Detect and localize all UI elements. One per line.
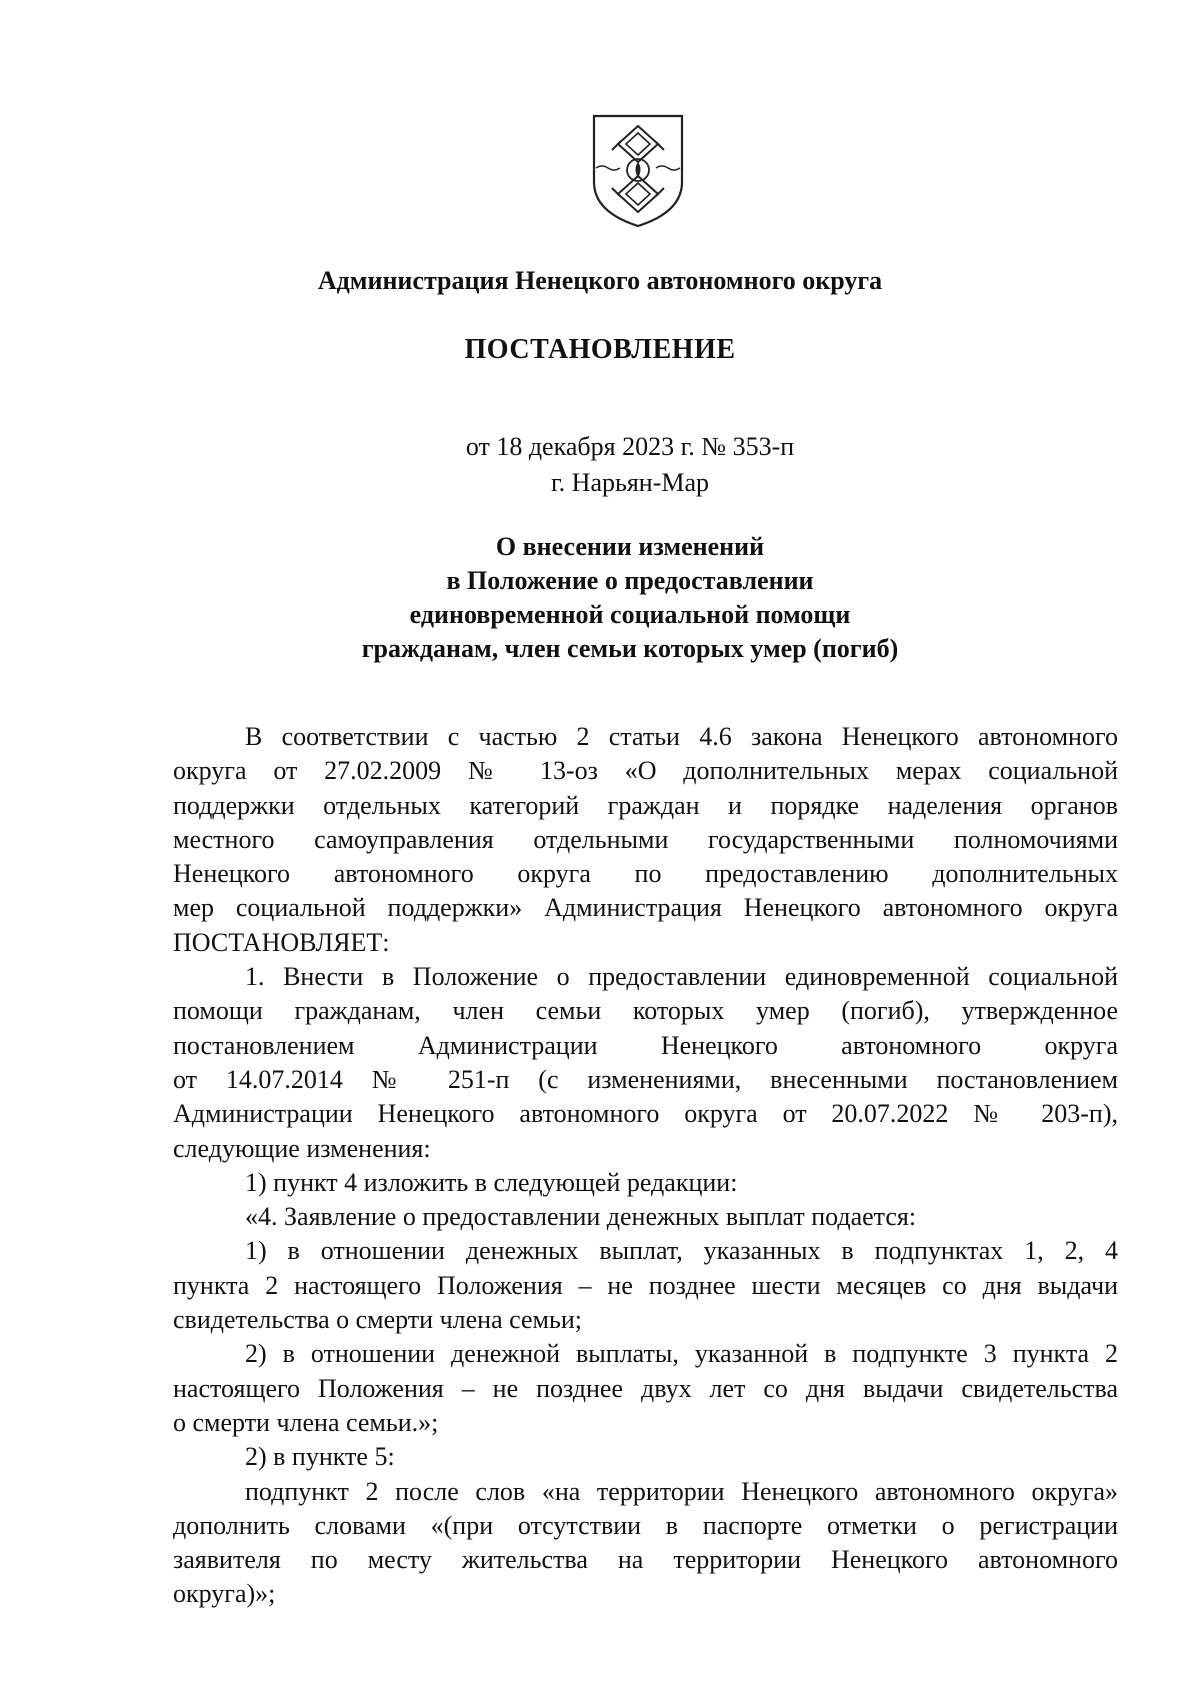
body-line: мер социальной поддержки» Администрация Ненецкого автономного округа bbox=[173, 893, 1118, 923]
document-city: г. Нарьян-Мар bbox=[550, 468, 710, 497]
subject-line: единовременной социальной помощи bbox=[409, 600, 851, 629]
body-line: поддержки отдельных категорий граждан и порядке наделения органов bbox=[173, 790, 1118, 820]
body-line: дополнить словами «(при отсутствии в паспорте отметки о регистрации bbox=[173, 1510, 1118, 1540]
body-line: пункта 2 настоящего Положения – не позднее шести месяцев со дня выдачи bbox=[173, 1270, 1118, 1300]
body-line: постановлением Администрации Ненецкого автономного округа bbox=[173, 1030, 1118, 1060]
body-line: свидетельства о смерти члена семьи; bbox=[173, 1305, 582, 1335]
document-body bbox=[173, 720, 1118, 1612]
subject-line: О внесении изменений bbox=[495, 532, 765, 561]
body-line: настоящего Положения – не позднее двух лет со дня выдачи свидетельства bbox=[173, 1373, 1118, 1403]
body-line: Ненецкого автономного округа по предоставлению дополнительных bbox=[173, 859, 1118, 889]
subject-line: гражданам, член семьи которых умер (погиб) bbox=[361, 634, 899, 663]
body-line: подпункт 2 после слов «на территории Ненецкого автономного округа» bbox=[245, 1476, 1118, 1506]
body-line: 2) в пункте 5: bbox=[245, 1442, 395, 1472]
body-line: помощи гражданам, член семьи которых умер (погиб), утвержденное bbox=[173, 996, 1118, 1026]
body-line: 1. Внести в Положение о предоставлении единовременной социальной bbox=[245, 962, 1118, 992]
body-line: местного самоуправления отдельными государственными полномочиями bbox=[173, 824, 1118, 854]
subject-line: в Положение о предоставлении bbox=[446, 566, 814, 595]
document-date-number: от 18 декабря 2023 г. № 353-п bbox=[465, 432, 795, 461]
body-line: о смерти члена семьи.»; bbox=[173, 1407, 439, 1437]
body-line: округа)»; bbox=[173, 1579, 276, 1609]
body-line: округа от 27.02.2009 № 13-оз «О дополнительных мерах социальной bbox=[173, 756, 1118, 786]
coat-of-arms-icon bbox=[590, 112, 686, 230]
document-type: ПОСТАНОВЛЕНИЕ bbox=[464, 334, 736, 365]
body-line: следующие изменения: bbox=[173, 1133, 431, 1163]
body-line: ПОСТАНОВЛЯЕТ: bbox=[173, 927, 390, 957]
body-line: «4. Заявление о предоставлении денежных выплат подается: bbox=[245, 1202, 917, 1232]
body-line: Администрации Ненецкого автономного округа от 20.07.2022 № 203-п), bbox=[173, 1099, 1118, 1129]
body-line: 1) в отношении денежных выплат, указанных в подпунктах 1, 2, 4 bbox=[245, 1236, 1118, 1266]
body-line: В соответствии с частью 2 статьи 4.6 закона Ненецкого автономного bbox=[245, 722, 1118, 751]
body-line: заявителя по месту жительства на территории Ненецкого автономного bbox=[173, 1545, 1118, 1575]
body-line: 1) пункт 4 изложить в следующей редакции: bbox=[245, 1167, 738, 1197]
body-line: 2) в отношении денежной выплаты, указанной в подпункте 3 пункта 2 bbox=[245, 1339, 1118, 1369]
body-line: от 14.07.2014 № 251-п (с изменениями, внесенными постановлением bbox=[173, 1064, 1118, 1094]
document-subject bbox=[0, 530, 1200, 666]
organization-name: Администрация Ненецкого автономного округа bbox=[317, 266, 883, 295]
